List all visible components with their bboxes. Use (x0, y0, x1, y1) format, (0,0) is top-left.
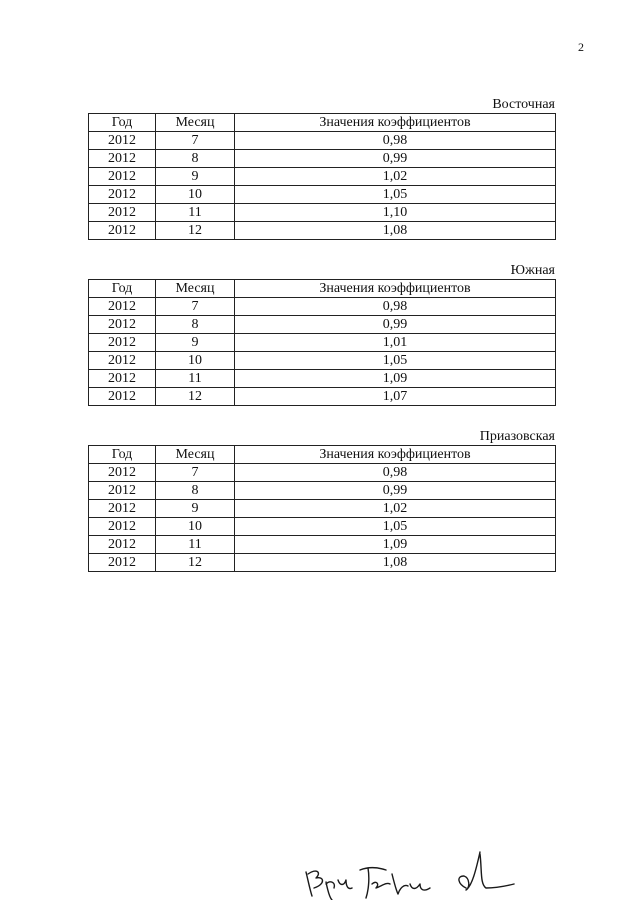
table-row (89, 222, 556, 240)
cell-value: 1,02 (235, 500, 556, 518)
header-year: Год (89, 114, 156, 132)
header-value: Значения коэффициентов (235, 280, 556, 298)
cell-month: 12 (156, 388, 235, 406)
table-row (89, 132, 556, 150)
table-row (89, 204, 556, 222)
cell-year: 2012 (89, 370, 156, 388)
cell-value: 0,99 (235, 316, 556, 334)
header-value: Значения коэффициентов (235, 114, 556, 132)
cell-year: 2012 (89, 222, 156, 240)
table-row (89, 482, 556, 500)
table-row (89, 370, 556, 388)
cell-value: 1,08 (235, 222, 556, 240)
handwritten-signature (300, 840, 520, 900)
cell-month: 11 (156, 536, 235, 554)
coefficients-table (88, 279, 556, 406)
page-number: 2 (578, 40, 584, 54)
cell-month: 12 (156, 222, 235, 240)
cell-month: 8 (156, 482, 235, 500)
cell-year: 2012 (89, 388, 156, 406)
header-value: Значения коэффициентов (235, 446, 556, 464)
cell-value: 1,05 (235, 352, 556, 370)
cell-year: 2012 (89, 536, 156, 554)
cell-value: 1,09 (235, 370, 556, 388)
cell-value: 1,05 (235, 186, 556, 204)
header-month: Месяц (156, 446, 235, 464)
cell-month: 8 (156, 316, 235, 334)
table-row (89, 316, 556, 334)
table-header-row (89, 114, 556, 132)
cell-month: 11 (156, 204, 235, 222)
header-year: Год (89, 280, 156, 298)
cell-month: 9 (156, 334, 235, 352)
region-title: Восточная (492, 97, 555, 112)
cell-value: 1,05 (235, 518, 556, 536)
cell-year: 2012 (89, 132, 156, 150)
cell-value: 0,98 (235, 298, 556, 316)
table-row (89, 554, 556, 572)
table-row (89, 150, 556, 168)
table-row (89, 334, 556, 352)
cell-year: 2012 (89, 186, 156, 204)
table-row (89, 500, 556, 518)
header-year: Год (89, 446, 156, 464)
table-header-row (89, 280, 556, 298)
cell-month: 10 (156, 518, 235, 536)
cell-year: 2012 (89, 334, 156, 352)
region-block-priazovskaya (88, 429, 555, 572)
cell-value: 1,10 (235, 204, 556, 222)
cell-month: 8 (156, 150, 235, 168)
cell-month: 7 (156, 298, 235, 316)
cell-year: 2012 (89, 482, 156, 500)
header-month: Месяц (156, 280, 235, 298)
table-row (89, 352, 556, 370)
table-row (89, 186, 556, 204)
cell-value: 1,08 (235, 554, 556, 572)
coefficients-table (88, 113, 556, 240)
header-month: Месяц (156, 114, 235, 132)
table-row (89, 518, 556, 536)
cell-year: 2012 (89, 316, 156, 334)
region-block-vostochnaya (88, 97, 555, 240)
table-row (89, 298, 556, 316)
cell-month: 9 (156, 500, 235, 518)
cell-month: 7 (156, 132, 235, 150)
cell-month: 9 (156, 168, 235, 186)
cell-year: 2012 (89, 352, 156, 370)
cell-month: 10 (156, 186, 235, 204)
cell-value: 0,98 (235, 132, 556, 150)
cell-value: 0,99 (235, 482, 556, 500)
cell-month: 11 (156, 370, 235, 388)
cell-year: 2012 (89, 518, 156, 536)
cell-month: 7 (156, 464, 235, 482)
cell-value: 1,01 (235, 334, 556, 352)
table-row (89, 464, 556, 482)
cell-year: 2012 (89, 500, 156, 518)
table-row (89, 168, 556, 186)
cell-month: 10 (156, 352, 235, 370)
cell-year: 2012 (89, 554, 156, 572)
region-title: Приазовская (479, 429, 555, 444)
table-row (89, 388, 556, 406)
cell-year: 2012 (89, 464, 156, 482)
cell-value: 1,02 (235, 168, 556, 186)
cell-value: 1,07 (235, 388, 556, 406)
cell-value: 1,09 (235, 536, 556, 554)
region-title: Южная (510, 263, 555, 278)
table-row (89, 536, 556, 554)
cell-value: 0,98 (235, 464, 556, 482)
table-header-row (89, 446, 556, 464)
cell-value: 0,99 (235, 150, 556, 168)
cell-year: 2012 (89, 204, 156, 222)
cell-year: 2012 (89, 168, 156, 186)
cell-year: 2012 (89, 298, 156, 316)
cell-month: 12 (156, 554, 235, 572)
cell-year: 2012 (89, 150, 156, 168)
region-block-yuzhnaya (88, 263, 555, 406)
coefficients-table (88, 445, 556, 572)
